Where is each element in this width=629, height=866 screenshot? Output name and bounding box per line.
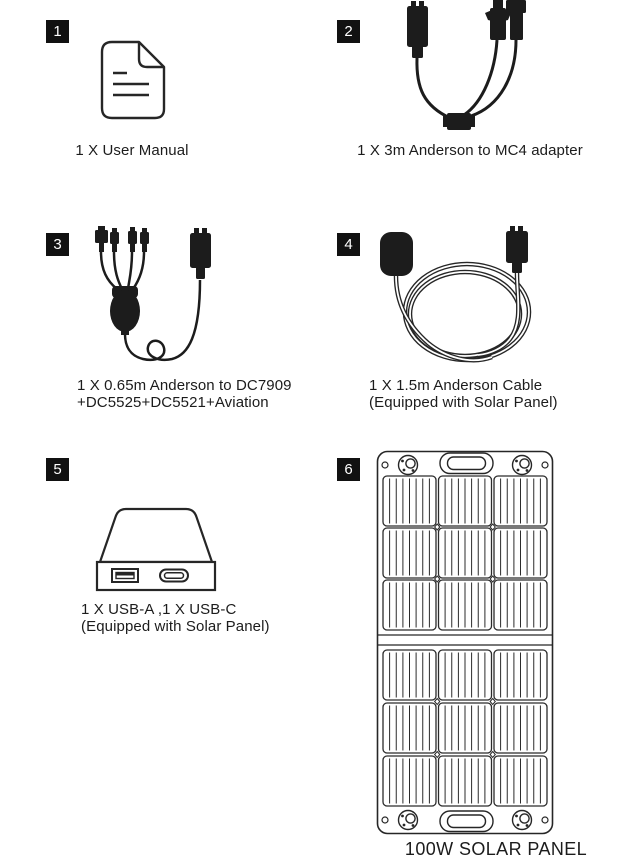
cable-end-housing [380, 232, 413, 276]
item-number-badge-1: 1 [46, 20, 69, 43]
caption-line: 1 X User Manual [75, 142, 189, 159]
caption-line: +DC5525+DC5521+Aviation [77, 394, 269, 411]
caption-line: 1 X 0.65m Anderson to DC7909 [77, 377, 292, 394]
usb-a-port [112, 569, 138, 582]
item-number-badge-3: 3 [46, 233, 69, 256]
item-caption-solar-panel [378, 841, 614, 858]
panel-bottom-band [382, 811, 548, 832]
item-number-badge-6: 6 [337, 458, 360, 481]
junction-block [443, 113, 475, 130]
usb-c-port [160, 570, 188, 582]
item-number-badge-4: 4 [337, 233, 360, 256]
item-caption-splitter-cable [77, 377, 337, 411]
caption-line: 100W SOLAR PANEL [404, 839, 588, 859]
caption-line: (Equipped with Solar Panel) [81, 618, 270, 635]
usb-ports-box-icon [93, 506, 219, 598]
mc4-female-connector [506, 0, 526, 40]
item-caption-usb-ports [81, 601, 321, 635]
solar-panel-icon [376, 450, 554, 835]
anderson-cable-coil-icon [370, 226, 565, 372]
caption-line: (Equipped with Solar Panel) [369, 394, 558, 411]
caption-line: 1 X USB-A ,1 X USB-C [81, 601, 237, 618]
splitter-body [110, 286, 140, 335]
anderson-connector [506, 226, 528, 273]
caption-line: 1 X 3m Anderson to MC4 adapter [357, 142, 583, 159]
anderson-connector [190, 228, 211, 279]
anderson-to-mc4-adapter-icon [400, 0, 585, 135]
panel-top-band [382, 453, 548, 475]
dc-plug-1 [110, 228, 119, 252]
box-top [100, 509, 212, 562]
item-number-badge-2: 2 [337, 20, 360, 43]
aviation-plug [95, 226, 108, 252]
solar-cells-upper [383, 476, 547, 630]
item-number-badge-5: 5 [46, 458, 69, 481]
dc-plug-2 [128, 227, 137, 252]
solar-cells-lower [383, 650, 547, 806]
user-manual-icon [100, 40, 166, 120]
anderson-to-dc-splitter-cable-icon [88, 226, 240, 368]
cable-coil [396, 264, 529, 360]
caption-line: 1 X 1.5m Anderson Cable [369, 377, 543, 394]
dc-plug-3 [140, 228, 149, 252]
item-caption-user-manual [40, 142, 224, 159]
item-caption-mc4-adapter [340, 142, 600, 159]
item-caption-anderson-cable [369, 377, 609, 411]
anderson-connector [407, 1, 428, 58]
